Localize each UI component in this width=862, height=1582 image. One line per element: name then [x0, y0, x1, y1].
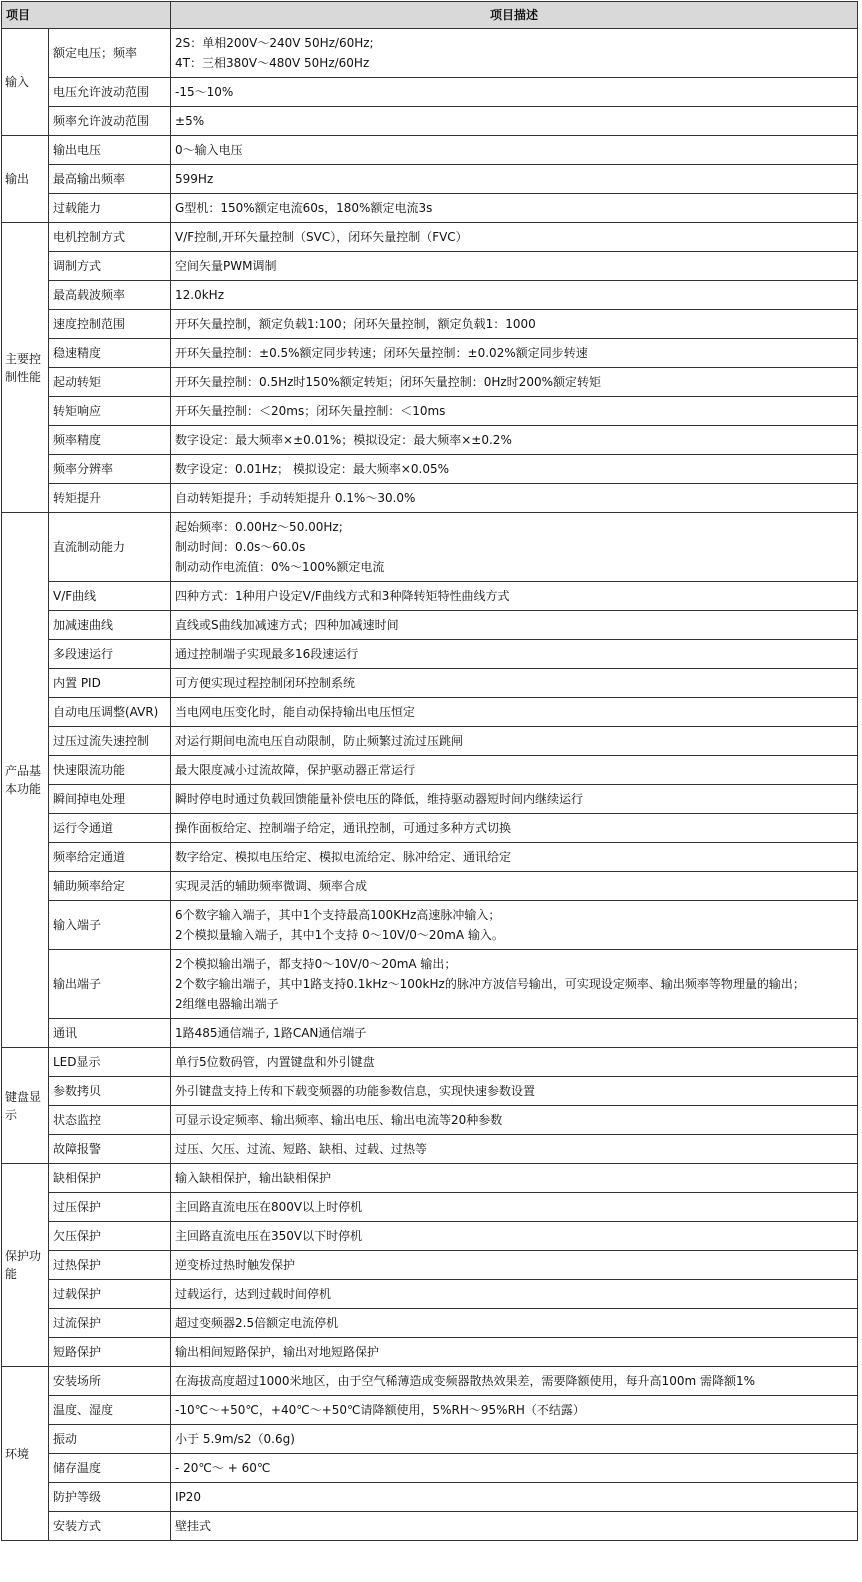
item-name: 过热保护 [49, 1251, 171, 1280]
item-name: 通讯 [49, 1019, 171, 1048]
description-line: 四种方式：1种用户设定V/F曲线方式和3种降转矩特性曲线方式 [175, 589, 510, 603]
table-row [2, 698, 858, 727]
table-row [2, 1048, 858, 1077]
group-label: 输入 [2, 29, 49, 136]
table-row [2, 872, 858, 901]
table-row [2, 281, 858, 310]
item-description [171, 1019, 858, 1048]
table-row [2, 368, 858, 397]
item-description [171, 1512, 858, 1541]
item-description [171, 252, 858, 281]
item-description [171, 785, 858, 814]
table-row [2, 1483, 858, 1512]
item-description [171, 1135, 858, 1164]
description-line: 过压、欠压、过流、短路、缺相、过载、过热等 [175, 1142, 428, 1156]
item-name: 安装方式 [49, 1512, 171, 1541]
item-description [171, 582, 858, 611]
table-row [2, 223, 858, 252]
header-item: 项目 [2, 2, 171, 29]
item-name: 速度控制范围 [49, 310, 171, 339]
item-name: 频率精度 [49, 426, 171, 455]
item-description [171, 814, 858, 843]
group-label: 键盘显示 [2, 1048, 49, 1164]
table-row [2, 1425, 858, 1454]
item-description [171, 611, 858, 640]
table-row [2, 310, 858, 339]
description-line: 12.0kHz [175, 288, 225, 302]
description-line: 自动转矩提升；手动转矩提升 0.1%～30.0% [175, 491, 416, 505]
description-line: 在海拔高度超过1000米地区，由于空气稀薄造成变频器散热效果差，需要降额使用，每升高100m 需降额1% [175, 1374, 756, 1388]
description-line: 瞬时停电时通过负载回馈能量补偿电压的降低，维持驱动器短时间内继续运行 [175, 792, 584, 806]
item-description [171, 107, 858, 136]
item-name: 电压允许波动范围 [49, 78, 171, 107]
item-name: V/F曲线 [49, 582, 171, 611]
item-name: 内置 PID [49, 669, 171, 698]
table-row [2, 611, 858, 640]
item-description [171, 397, 858, 426]
item-name: 输入端子 [49, 901, 171, 950]
table-row [2, 252, 858, 281]
description-line: V/F控制,开环矢量控制（SVC），闭环矢量控制（FVC） [175, 230, 468, 244]
table-row [2, 901, 858, 950]
item-name: 欠压保护 [49, 1222, 171, 1251]
item-description [171, 1251, 858, 1280]
item-description [171, 78, 858, 107]
table-row [2, 1512, 858, 1541]
description-line: 最大限度减小过流故障，保护驱动器正常运行 [175, 763, 416, 777]
item-name: 额定电压；频率 [49, 29, 171, 78]
item-description [171, 1222, 858, 1251]
table-row [2, 1338, 858, 1367]
table-row [2, 582, 858, 611]
item-name: 起动转矩 [49, 368, 171, 397]
item-name: 频率分辨率 [49, 455, 171, 484]
description-line: 可方便实现过程控制闭环控制系统 [175, 676, 356, 690]
item-description [171, 640, 858, 669]
item-description [171, 1048, 858, 1077]
description-line: 制动动作电流值：0%～100%额定电流 [175, 560, 385, 574]
item-description [171, 1309, 858, 1338]
item-description [171, 484, 858, 513]
header-description: 项目描述 [171, 2, 858, 29]
table-row [2, 1077, 858, 1106]
header-row [2, 2, 858, 29]
item-name: 电机控制方式 [49, 223, 171, 252]
item-description [171, 165, 858, 194]
item-description [171, 727, 858, 756]
item-name: 辅助频率给定 [49, 872, 171, 901]
item-name: 参数拷贝 [49, 1077, 171, 1106]
description-line: 6个数字输入端子，其中1个支持最高100KHz高速脉冲输入； [175, 908, 501, 922]
description-line: 2组继电器输出端子 [175, 997, 279, 1011]
item-description [171, 1338, 858, 1367]
table-row [2, 669, 858, 698]
description-line: 输入缺相保护，输出缺相保护 [175, 1171, 332, 1185]
item-name: 过载能力 [49, 194, 171, 223]
item-name: 调制方式 [49, 252, 171, 281]
description-line: 开环矢量控制：0.5Hz时150%额定转矩；闭环矢量控制：0Hz时200%额定转矩 [175, 375, 601, 389]
item-name: 稳速精度 [49, 339, 171, 368]
description-line: 起始频率：0.00Hz～50.00Hz; [175, 520, 343, 534]
spec-body [2, 29, 858, 1541]
group-label: 产品基本功能 [2, 513, 49, 1048]
item-description [171, 310, 858, 339]
table-row [2, 426, 858, 455]
item-description [171, 455, 858, 484]
item-description [171, 1396, 858, 1425]
table-row [2, 78, 858, 107]
description-line: 过载运行，达到过载时间停机 [175, 1287, 332, 1301]
table-row [2, 1454, 858, 1483]
description-line: 对运行期间电流电压自动限制，防止频繁过流过压跳闸 [175, 734, 464, 748]
description-line: 单行5位数码管，内置键盘和外引键盘 [175, 1055, 375, 1069]
item-description [171, 513, 858, 582]
item-description [171, 669, 858, 698]
description-line: 数字设定：最大频率×±0.01%；模拟设定：最大频率×±0.2% [175, 433, 512, 447]
item-description [171, 698, 858, 727]
table-row [2, 950, 858, 1019]
description-line: 空间矢量PWM调制 [175, 259, 277, 273]
item-description [171, 1483, 858, 1512]
table-row [2, 1164, 858, 1193]
item-description [171, 843, 858, 872]
item-name: 输出端子 [49, 950, 171, 1019]
description-line: 2个数字输出端子，其中1路支持0.1kHz～100kHz的脉冲方波信号输出，可实现设定频率、输出频率等物理量的输出； [175, 977, 805, 991]
table-row [2, 1135, 858, 1164]
description-line: 599Hz [175, 172, 214, 186]
table-row [2, 484, 858, 513]
item-name: 转矩提升 [49, 484, 171, 513]
item-name: 缺相保护 [49, 1164, 171, 1193]
item-name: 自动电压调整(AVR) [49, 698, 171, 727]
item-description [171, 1454, 858, 1483]
description-line: 逆变桥过热时触发保护 [175, 1258, 296, 1272]
table-row [2, 1396, 858, 1425]
description-line: 当电网电压变化时，能自动保持输出电压恒定 [175, 705, 416, 719]
item-name: 过压过流失速控制 [49, 727, 171, 756]
item-name: 短路保护 [49, 1338, 171, 1367]
item-name: 直流制动能力 [49, 513, 171, 582]
description-line: 小于 5.9m/s2（0.6g) [175, 1432, 295, 1446]
description-line: 超过变频器2.5倍额定电流停机 [175, 1316, 339, 1330]
item-name: 过流保护 [49, 1309, 171, 1338]
table-row [2, 1367, 858, 1396]
item-description [171, 368, 858, 397]
description-line: 0～输入电压 [175, 143, 243, 157]
description-line: 2个模拟量输入端子，其中1个支持 0～10V/0～20mA 输入。 [175, 928, 504, 942]
item-name: 多段速运行 [49, 640, 171, 669]
item-name: 温度、湿度 [49, 1396, 171, 1425]
item-name: 加减速曲线 [49, 611, 171, 640]
item-name: 储存温度 [49, 1454, 171, 1483]
description-line: 操作面板给定、控制端子给定，通讯控制，可通过多种方式切换 [175, 821, 512, 835]
item-name: 输出电压 [49, 136, 171, 165]
item-description [171, 1106, 858, 1135]
item-name: 安装场所 [49, 1367, 171, 1396]
table-row [2, 640, 858, 669]
item-name: 最高输出频率 [49, 165, 171, 194]
description-line: 实现灵活的辅助频率微调、频率合成 [175, 879, 368, 893]
spec-table [1, 1, 858, 1541]
table-row [2, 1019, 858, 1048]
item-name: 瞬间掉电处理 [49, 785, 171, 814]
table-row [2, 165, 858, 194]
description-line: 直线或S曲线加减速方式；四种加减速时间 [175, 618, 399, 632]
item-description [171, 1193, 858, 1222]
description-line: 数字给定、模拟电压给定、模拟电流给定、脉冲给定、通讯给定 [175, 850, 512, 864]
table-row [2, 513, 858, 582]
table-row [2, 785, 858, 814]
table-row [2, 1309, 858, 1338]
description-line: ±5% [175, 114, 205, 128]
item-name: 运行令通道 [49, 814, 171, 843]
item-description [171, 1077, 858, 1106]
item-description [171, 756, 858, 785]
item-name: 频率允许波动范围 [49, 107, 171, 136]
description-line: - 20℃～ + 60℃ [175, 1461, 271, 1475]
description-line: 壁挂式 [175, 1519, 212, 1533]
table-row [2, 194, 858, 223]
item-name: 转矩响应 [49, 397, 171, 426]
description-line: 开环矢量控制：±0.5%额定同步转速；闭环矢量控制：±0.02%额定同步转速 [175, 346, 588, 360]
description-line: 主回路直流电压在350V以下时停机 [175, 1229, 363, 1243]
description-line: 开环矢量控制：＜20ms；闭环矢量控制：＜10ms [175, 404, 446, 418]
table-row [2, 843, 858, 872]
item-description [171, 950, 858, 1019]
description-line: 开环矢量控制，额定负载1:100；闭环矢量控制，额定负载1：1000 [175, 317, 536, 331]
description-line: 制动时间：0.0s～60.0s [175, 540, 306, 554]
description-line: 通过控制端子实现最多16段速运行 [175, 647, 359, 661]
description-line: -15～10% [175, 85, 234, 99]
item-name: 频率给定通道 [49, 843, 171, 872]
description-line: -10℃～+50℃，+40℃～+50℃请降额使用，5%RH～95%RH（不结露） [175, 1403, 585, 1417]
item-description [171, 872, 858, 901]
description-line: 数字设定：0.01Hz； 模拟设定：最大频率×0.05% [175, 462, 450, 476]
description-line: 输出相间短路保护，输出对地短路保护 [175, 1345, 380, 1359]
table-row [2, 814, 858, 843]
description-line: 主回路直流电压在800V以上时停机 [175, 1200, 363, 1214]
item-description [171, 426, 858, 455]
table-row [2, 107, 858, 136]
item-description [171, 29, 858, 78]
group-label: 输出 [2, 136, 49, 223]
group-label: 环境 [2, 1367, 49, 1541]
table-row [2, 756, 858, 785]
item-name: 状态监控 [49, 1106, 171, 1135]
description-line: IP20 [175, 1490, 202, 1504]
item-description [171, 1280, 858, 1309]
item-name: 快速限流功能 [49, 756, 171, 785]
item-description [171, 194, 858, 223]
item-name: 防护等级 [49, 1483, 171, 1512]
description-line: 2S：单相200V～240V 50Hz/60Hz; [175, 36, 374, 50]
group-label: 主要控制性能 [2, 223, 49, 513]
description-line: 2个模拟输出端子，都支持0～10V/0～20mA 输出； [175, 957, 457, 971]
item-description [171, 281, 858, 310]
item-name: 故障报警 [49, 1135, 171, 1164]
table-row [2, 136, 858, 165]
description-line: 外引键盘支持上传和下载变频器的功能参数信息，实现快速参数设置 [175, 1084, 536, 1098]
table-row [2, 455, 858, 484]
item-name: 过压保护 [49, 1193, 171, 1222]
item-description [171, 1367, 858, 1396]
item-name: LED显示 [49, 1048, 171, 1077]
table-row [2, 1222, 858, 1251]
item-name: 最高载波频率 [49, 281, 171, 310]
item-description [171, 136, 858, 165]
item-name: 振动 [49, 1425, 171, 1454]
table-row [2, 29, 858, 78]
item-description [171, 339, 858, 368]
description-line: 可显示设定频率、输出频率、输出电压、输出电流等20种参数 [175, 1113, 503, 1127]
item-description [171, 1425, 858, 1454]
item-description [171, 901, 858, 950]
description-line: G型机：150%额定电流60s，180%额定电流3s [175, 201, 433, 215]
item-description [171, 1164, 858, 1193]
table-row [2, 1280, 858, 1309]
table-row [2, 1193, 858, 1222]
group-label: 保护功能 [2, 1164, 49, 1367]
item-description [171, 223, 858, 252]
table-row [2, 1251, 858, 1280]
table-row [2, 1106, 858, 1135]
table-row [2, 727, 858, 756]
description-line: 4T：三相380V～480V 50Hz/60Hz [175, 56, 370, 70]
table-row [2, 397, 858, 426]
description-line: 1路485通信端子, 1路CAN通信端子 [175, 1026, 367, 1040]
table-row [2, 339, 858, 368]
item-name: 过载保护 [49, 1280, 171, 1309]
